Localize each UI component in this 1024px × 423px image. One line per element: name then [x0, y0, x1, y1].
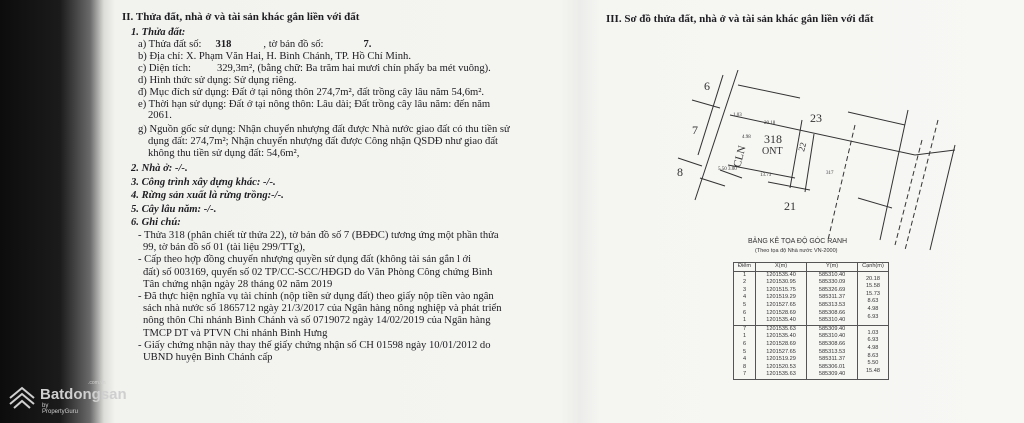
neighbor-7: 7 [692, 123, 698, 137]
neighbor-6: 6 [704, 79, 710, 93]
notes-title: 6. Ghi chú: [131, 217, 181, 228]
cell-y: 585330.09 [807, 279, 858, 287]
cell-y: 585326.69 [807, 287, 858, 295]
cell-x: 1201535.40 [756, 317, 807, 325]
cell-points: 1 [734, 271, 756, 279]
note-line: sách nhà nước số 1865712 ngày 21/3/2017 của Ngân hàng nông nghiệp và phát triển [143, 303, 502, 315]
note-line: UBND huyện Bình Chánh cấp [143, 352, 273, 363]
cell-edge: 1.03 [858, 329, 889, 337]
use-term-cont: 2061. [148, 110, 172, 121]
cell-edge: 8.63 [858, 298, 889, 306]
cell-points: 5 [734, 302, 756, 310]
cell-y: 585310.40 [807, 271, 858, 279]
cell-edge: 6.93 [858, 337, 889, 345]
cell-x: 1201519.29 [756, 356, 807, 364]
cell-y: 585308.66 [807, 310, 858, 318]
note-line: - Cấp theo hợp đồng chuyển nhượng quyền sử dụng đất (không tài sản gắn l ới [138, 254, 472, 266]
parcel-line: a) Thửa đất số: 318 , tờ bản đồ số: 7. [138, 39, 372, 50]
house: 2. Nhà ở: -/-. [131, 163, 188, 174]
cell-x: 1201515.75 [756, 287, 807, 295]
cell-points: 4 [734, 356, 756, 364]
note-line: - Giấy chứng nhận này thay thế giấy chứng nhận số CH 01598 ngày 10/01/2012 do [138, 339, 491, 351]
cell-edge: 15.48 [858, 368, 889, 376]
cell-x: 1201528.69 [756, 341, 807, 349]
cell-y: 585310.40 [807, 333, 858, 341]
cell-x: 1201535.63 [756, 325, 807, 333]
other-construction: 3. Công trình xây dựng khác: -/-. [131, 177, 276, 188]
section-1-title: 1. Thửa đất: [131, 27, 186, 38]
cell-edge: 6.93 [858, 314, 889, 322]
origin-cont: dụng đất: 274,7m²; Nhận chuyển nhượng đất được Công nhận QSDĐ như giao đất [148, 136, 498, 147]
address: b) Địa chỉ: X. Phạm Văn Hai, H. Bình Chánh, TP. Hồ Chí Minh. [138, 51, 411, 62]
table-row [734, 271, 889, 279]
cell-y: 585309.40 [807, 325, 858, 333]
cell-x: 1201528.69 [756, 310, 807, 318]
area: c) Diện tích: 329,3m², (bằng chữ: Ba trăm hai mươi chín phẩy ba mét vuông). [138, 63, 491, 74]
cell-edge: 4.98 [858, 345, 889, 353]
neighbor-317: 317 [826, 171, 834, 176]
edge-length: 13.73 [760, 173, 772, 178]
cell-y: 585313.53 [807, 302, 858, 310]
parcel-use: ONT [762, 146, 783, 157]
cell-points: 4 [734, 294, 756, 302]
cell-edge: 8.63 [858, 353, 889, 361]
edge-length: 5.50 [718, 167, 727, 172]
note-line: TMCP DT và PTVN Chi nhánh Bình Hưng [143, 327, 328, 339]
cell-edge: 4.98 [858, 306, 889, 314]
watermark-logo: Batdongsan by PropertyGuru .com.vn [8, 386, 36, 415]
cell-points: 1 [734, 317, 756, 325]
edge-length: 4.98 [742, 135, 751, 140]
note-line: - Thửa 318 (phân chiết từ thửa 22), tờ bản đồ số 7 (BĐĐC) tương ứng một phần thửa [138, 230, 499, 241]
cell-points: 6 [734, 341, 756, 349]
edge-length: 20.18 [764, 121, 776, 126]
neighbor-23: 23 [810, 111, 822, 125]
cell-y: 585311.37 [807, 294, 858, 302]
note-line: đất) số 003169, quyển số 02 TP/CC-SCC/HĐGD do Văn Phòng Công chứng Bình [143, 266, 493, 278]
cell-edge: 15.58 [858, 283, 889, 291]
cell-y: 585308.66 [807, 341, 858, 349]
logo-icon [8, 386, 36, 410]
edge-length: 3.00 [728, 167, 737, 172]
cell-y: 585311.37 [807, 356, 858, 364]
cell-y: 585309.40 [807, 371, 858, 379]
forest: 4. Rừng sản xuất là rừng trồng:-/-. [131, 190, 284, 201]
cell-x: 1201535.40 [756, 333, 807, 341]
cell-x: 1201535.40 [756, 271, 807, 279]
table-row [734, 325, 889, 333]
use-term: e) Thời hạn sử dụng: Đất ở tại nông thôn: Lâu dài; Đất trồng cây lâu năm: đến năm [138, 99, 491, 110]
coordinate-table: Điểm X(m) Y(m) Cạnh(m) 1 1201535.40 585310.40 20.18 2 1201530.95 585330.09 15.58 3 1201515.75 585326.69 15.73 4 1201519.29 585311.37 8.63 5 1201527.65 585313.53 4.98 6 1201528.69 585308.66 6.93 1 1201535.40 585310.40 7 1201535.63 585309.40 1.03 1 1201535.40 585310.40 6.93 6 1201528.69 585308.66 4.98 5 1201527.65 585313.53 8.63 4 1201519.29 585311.37 5.50 8 1201520.53 585306.01 15.48 7 1201535.63 585309.40 [733, 262, 889, 380]
cell-y: 585313.53 [807, 349, 858, 357]
neighbor-21: 21 [784, 199, 796, 213]
cell-x: 1201520.53 [756, 364, 807, 372]
section-3-heading: III. Sơ đồ thửa đất, nhà ở và tài sản khác gắn liền với đất [606, 13, 874, 25]
cell-x: 1201519.29 [756, 294, 807, 302]
neighbor-22: 22 [796, 141, 809, 153]
section-2-heading: II. Thửa đất, nhà ở và tài sản khác gắn liền với đất [122, 11, 360, 23]
cell-edge: 5.50 [858, 360, 889, 368]
perennial-trees: 5. Cây lâu năm: -/-. [131, 204, 217, 215]
edge-length: 1.03 [733, 113, 742, 118]
parcel-diagram [660, 70, 960, 260]
use-form: d) Hình thức sử dụng: Sử dụng riêng. [138, 75, 297, 86]
cell-points: 1 [734, 333, 756, 341]
cell-points: 2 [734, 279, 756, 287]
neighbor-8: 8 [677, 165, 683, 179]
cell-y: 585310.40 [807, 317, 858, 325]
note-line: Tân chứng nhận ngày 28 tháng 02 năm 2019 [143, 278, 333, 290]
note-line: 99, tờ bản đồ số 01 (tài liệu 299/TTg), [143, 242, 306, 254]
table-subtitle: (Theo tọa độ Nhà nước VN-2000) [755, 248, 838, 254]
cell-points: 3 [734, 287, 756, 295]
cell-points: 7 [734, 325, 756, 333]
cell-x: 1201527.65 [756, 349, 807, 357]
note-line: nông thôn Chi nhánh Bình Chánh và số 0719072 ngày 14/02/2019 của Ngân hàng [143, 315, 491, 327]
table-title: BẢNG KÊ TỌA ĐỘ GÓC RANH [748, 238, 848, 245]
parcel-use-2: CLN [731, 144, 749, 169]
origin-cont: không thu tiền sử dụng đất: 54,6m², [148, 148, 300, 159]
parcel-number: 318 [764, 132, 782, 146]
cell-points: 8 [734, 364, 756, 372]
cell-points: 5 [734, 349, 756, 357]
use-purpose: đ) Mục đích sử dụng: Đất ở tại nông thôn 274,7m², đất trồng cây lâu năm 54,6m². [138, 87, 485, 98]
cell-points: 6 [734, 310, 756, 318]
origin: g) Nguồn gốc sử dụng: Nhận chuyển nhượng đất được Nhà nước giao đất có thu tiền sử [138, 124, 510, 135]
cell-edge: 20.18 [858, 275, 889, 283]
cell-x: 1201535.63 [756, 371, 807, 379]
cell-x: 1201530.95 [756, 279, 807, 287]
note-line: - Đã thực hiện nghĩa vụ tài chính (nộp tiền sử dụng đất) theo giấy nộp tiền vào ngân [138, 291, 494, 302]
cell-y: 585306.01 [807, 364, 858, 372]
cell-edge: 15.73 [858, 291, 889, 299]
cell-points: 7 [734, 371, 756, 379]
cell-x: 1201527.65 [756, 302, 807, 310]
